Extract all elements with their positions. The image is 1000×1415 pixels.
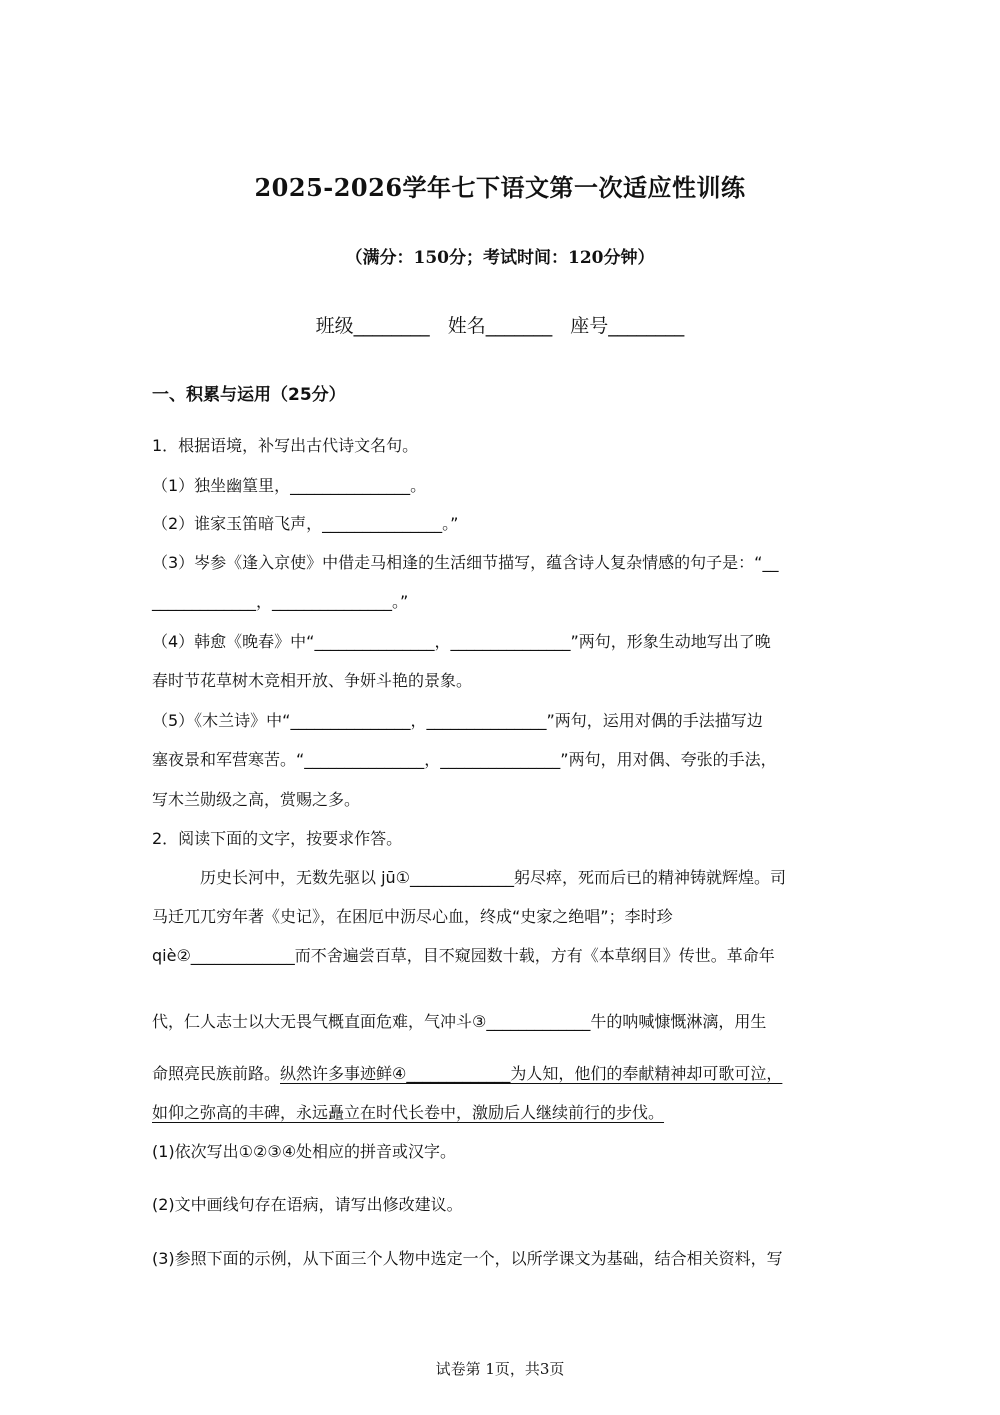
passage-line-4: 代，仁人志士以大无畏气概直面危难，气冲斗③_____________牛的呐喊慷慨淋漓，用生: [152, 1012, 767, 1031]
passage-line-5: [152, 1061, 782, 1084]
class-field: 班级________: [315, 315, 430, 337]
question-1-part-4-line-1: （4）韩愈《晚春》中“_______________，_______________”两句，形象生动地写出了晚: [152, 632, 771, 651]
question-2-stem: 2．阅读下面的文字，按要求作答。: [152, 829, 403, 848]
underlined-sentence-part-1: 纵然许多事迹鲜④_____________为人知，他们的奉献精神却可歌可泣，: [280, 1064, 783, 1083]
question-1-part-3-line-1: （3）岑参《逢入京使》中借走马相逢的生活细节描写，蕴含诗人复杂情感的句子是：“__: [152, 553, 779, 572]
passage-line-1: 历史长河中，无数先驱以 jū①_____________躬尽瘁，死而后已的精神铸就辉煌。司: [200, 868, 787, 887]
passage-line-3: qiè②_____________而不舍遍尝百草，目不窥园数十载，方有《本草纲目》传世。革命年: [152, 946, 775, 965]
section-heading: 一、积累与运用（25分）: [152, 385, 346, 405]
page-footer: 试卷第 1页，共3页: [435, 1360, 565, 1378]
question-1-part-5-line-2: 塞夜景和军营寒苦。“_______________，_______________”两句，用对偶、夸张的手法，: [152, 750, 777, 769]
passage-line-2: 马迁兀兀穷年著《史记》，在困厄中沥尽心血，终成“史家之绝唱”；李时珍: [152, 907, 673, 926]
question-1-part-4-line-2: 春时节花草树木竞相开放、争妍斗艳的景象。: [152, 671, 473, 690]
question-1-part-5-line-3: 写木兰勋级之高，赏赐之多。: [152, 790, 361, 809]
student-info-fields: [0, 311, 1000, 338]
seat-field: 座号________: [570, 315, 685, 337]
page-title: 2025-2026学年七下语文第一次适应性训练: [254, 173, 746, 202]
passage-plain-text: 命照亮民族前路。: [152, 1064, 281, 1083]
question-1-part-3-line-2: _____________，_______________。”: [152, 592, 409, 611]
question-2-sub-2: (2)文中画线句存在语病，请写出修改建议。: [152, 1195, 463, 1214]
question-1-part-2: （2）谁家玉笛暗飞声，_______________。”: [152, 514, 459, 533]
name-field: 姓名_______: [447, 315, 553, 337]
question-2-sub-1: (1)依次写出①②③④处相应的拼音或汉字。: [152, 1142, 457, 1161]
exam-info: （满分：150分；考试时间：120分钟）: [345, 248, 655, 268]
underlined-sentence-part-2: 如仰之弥高的丰碑，永远矗立在时代长卷中，激励后人继续前行的步伐。: [152, 1103, 665, 1122]
question-1-part-1: （1）独坐幽篁里，_______________。: [152, 476, 427, 495]
question-2-sub-3: (3)参照下面的示例，从下面三个人物中选定一个，以所学课文为基础，结合相关资料，写: [152, 1249, 783, 1268]
question-1-stem: 1．根据语境，补写出古代诗文名句。: [152, 436, 419, 455]
question-1-part-5-line-1: （5）《木兰诗》中“_______________，_______________”两句，运用对偶的手法描写边: [152, 711, 763, 730]
